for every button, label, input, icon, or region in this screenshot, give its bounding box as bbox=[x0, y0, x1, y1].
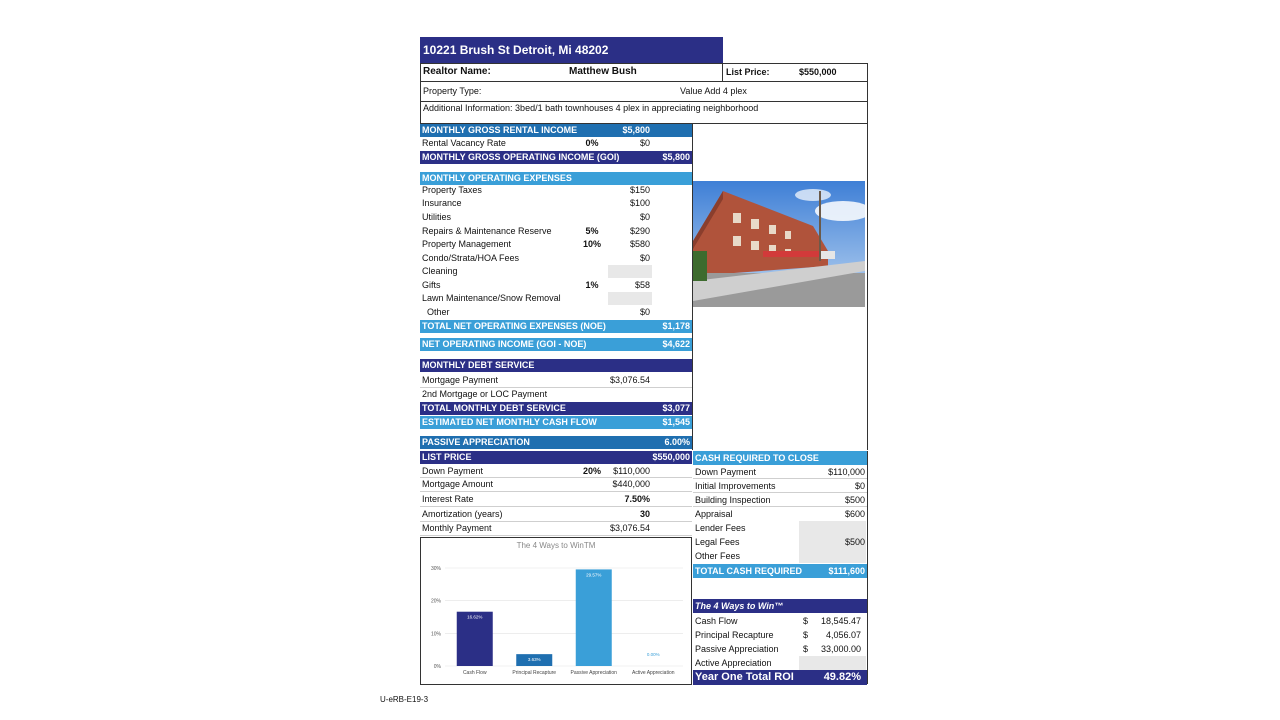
row-divider bbox=[420, 506, 692, 507]
chart-bar bbox=[457, 612, 493, 666]
total-noe-row: TOTAL NET OPERATING EXPENSES (NOE) $1,178 bbox=[422, 321, 690, 331]
ways-row: Principal Recapture $ 4,056.07 bbox=[695, 630, 861, 640]
address-title: 10221 Brush St Detroit, Mi 48202 bbox=[420, 37, 723, 63]
total-debt-row: TOTAL MONTHLY DEBT SERVICE $3,077 bbox=[422, 403, 690, 413]
x-category-label: Passive Appreciation bbox=[570, 670, 617, 676]
mortgage-amount-row: Mortgage Amount $440,000 bbox=[422, 479, 650, 489]
x-category-label: Cash Flow bbox=[462, 670, 487, 676]
ways-to-win-chart bbox=[420, 537, 692, 685]
x-category-label: Active Appreciation bbox=[631, 670, 675, 676]
gross-rental-income-value: $5,800 bbox=[622, 125, 650, 135]
interest-rate-row: Interest Rate 7.50% bbox=[422, 494, 650, 504]
footer-code: U-eRB-E19-3 bbox=[380, 695, 429, 704]
chart-svg bbox=[421, 538, 691, 684]
list-price-label: List Price: bbox=[726, 67, 770, 77]
list-price-value: $550,000 bbox=[799, 67, 837, 77]
x-category-label: Principal Recapture bbox=[512, 670, 557, 676]
expense-row: Condo/Strata/HOA Fees $0 bbox=[422, 253, 650, 263]
vacancy-row: Rental Vacancy Rate 0% $0 bbox=[422, 138, 650, 148]
expense-row: Property Taxes $150 bbox=[422, 185, 650, 195]
total-roi-row: Year One Total ROI 49.82% bbox=[693, 670, 867, 685]
expense-row: Property Management 10% $580 bbox=[422, 239, 650, 249]
ways-row: Cash Flow $ 18,545.47 bbox=[695, 616, 861, 626]
gross-rental-income-header: MONTHLY GROSS RENTAL INCOME $5,800 bbox=[420, 124, 692, 137]
passive-appreciation-row: PASSIVE APPRECIATION 6.00% bbox=[422, 437, 690, 447]
property-type-label: Property Type: bbox=[423, 86, 482, 96]
header-row-divider-1 bbox=[420, 81, 868, 82]
expense-row: Utilities $0 bbox=[422, 212, 650, 222]
total-cash-required-row: TOTAL CASH REQUIRED $111,600 bbox=[695, 566, 865, 576]
y-tick-label: 20% bbox=[430, 598, 441, 605]
y-tick-label: 0% bbox=[433, 664, 441, 670]
close-row: Other Fees bbox=[695, 551, 741, 561]
realtor-label: Realtor Name: bbox=[423, 66, 491, 77]
chart-bar bbox=[576, 569, 612, 666]
ways-row: Active Appreciation bbox=[695, 658, 772, 668]
monthly-payment-row: Monthly Payment $3,076.54 bbox=[422, 523, 650, 533]
close-row: Initial Improvements $0 bbox=[695, 481, 865, 491]
cash-to-close-header: CASH REQUIRED TO CLOSE bbox=[693, 451, 867, 465]
expense-row: Other $0 bbox=[427, 307, 650, 317]
mortgage-payment-row: Mortgage Payment $3,076.54 bbox=[422, 375, 650, 385]
chart-data-label: 3.63% bbox=[527, 657, 541, 663]
noi-row: NET OPERATING INCOME (GOI - NOE) $4,622 bbox=[422, 339, 690, 349]
second-mortgage-row: 2nd Mortgage or LOC Payment bbox=[422, 389, 548, 399]
list-price-row: LIST PRICE $550,000 bbox=[422, 452, 690, 462]
chart-data-label: 0.00% bbox=[646, 652, 660, 657]
close-row: Down Payment $110,000 bbox=[695, 467, 865, 477]
close-row: Building Inspection $500 bbox=[695, 495, 865, 505]
close-row: Legal Fees $500 bbox=[695, 537, 865, 547]
ways-row: Passive Appreciation $ 33,000.00 bbox=[695, 644, 861, 654]
row-divider bbox=[420, 535, 692, 536]
property-photo bbox=[693, 181, 865, 307]
chart-title: The 4 Ways to WinTM bbox=[516, 541, 596, 550]
realtor-name: Matthew Bush bbox=[569, 66, 637, 77]
operating-expenses-header: MONTHLY OPERATING EXPENSES bbox=[420, 172, 692, 185]
close-row: Appraisal $600 bbox=[695, 509, 865, 519]
close-row: Lender Fees bbox=[695, 523, 746, 533]
property-type-value: Value Add 4 plex bbox=[680, 86, 747, 96]
expense-row: Lawn Maintenance/Snow Removal bbox=[422, 293, 561, 303]
right-column-border bbox=[867, 124, 868, 450]
expense-row: Repairs & Maintenance Reserve 5% $290 bbox=[422, 226, 650, 236]
chart-data-label: 29.57% bbox=[586, 572, 602, 578]
down-payment-row: Down Payment 20% $110,000 bbox=[422, 466, 650, 476]
y-tick-label: 10% bbox=[430, 631, 441, 638]
additional-info: Additional Information: 3bed/1 bath townhouses 4 plex in appreciating neighborhood bbox=[423, 103, 759, 113]
goi-row: MONTHLY GROSS OPERATING INCOME (GOI) $5,800 bbox=[422, 152, 690, 162]
expense-row: Insurance $100 bbox=[422, 198, 650, 208]
net-cashflow-row: ESTIMATED NET MONTHLY CASH FLOW $1,545 bbox=[422, 417, 690, 427]
right-lower-border bbox=[867, 451, 868, 684]
four-ways-header: The 4 Ways to Win™ bbox=[693, 599, 867, 613]
amortization-row: Amortization (years) 30 bbox=[422, 509, 650, 519]
row-divider bbox=[420, 491, 692, 492]
chart-data-label: 16.62% bbox=[467, 614, 483, 620]
expense-row: Gifts 1% $58 bbox=[422, 280, 650, 290]
expense-row: Cleaning bbox=[422, 266, 458, 276]
y-tick-label: 30% bbox=[430, 566, 441, 572]
header-col-divider bbox=[722, 63, 723, 81]
debt-service-header: MONTHLY DEBT SERVICE bbox=[420, 359, 692, 372]
